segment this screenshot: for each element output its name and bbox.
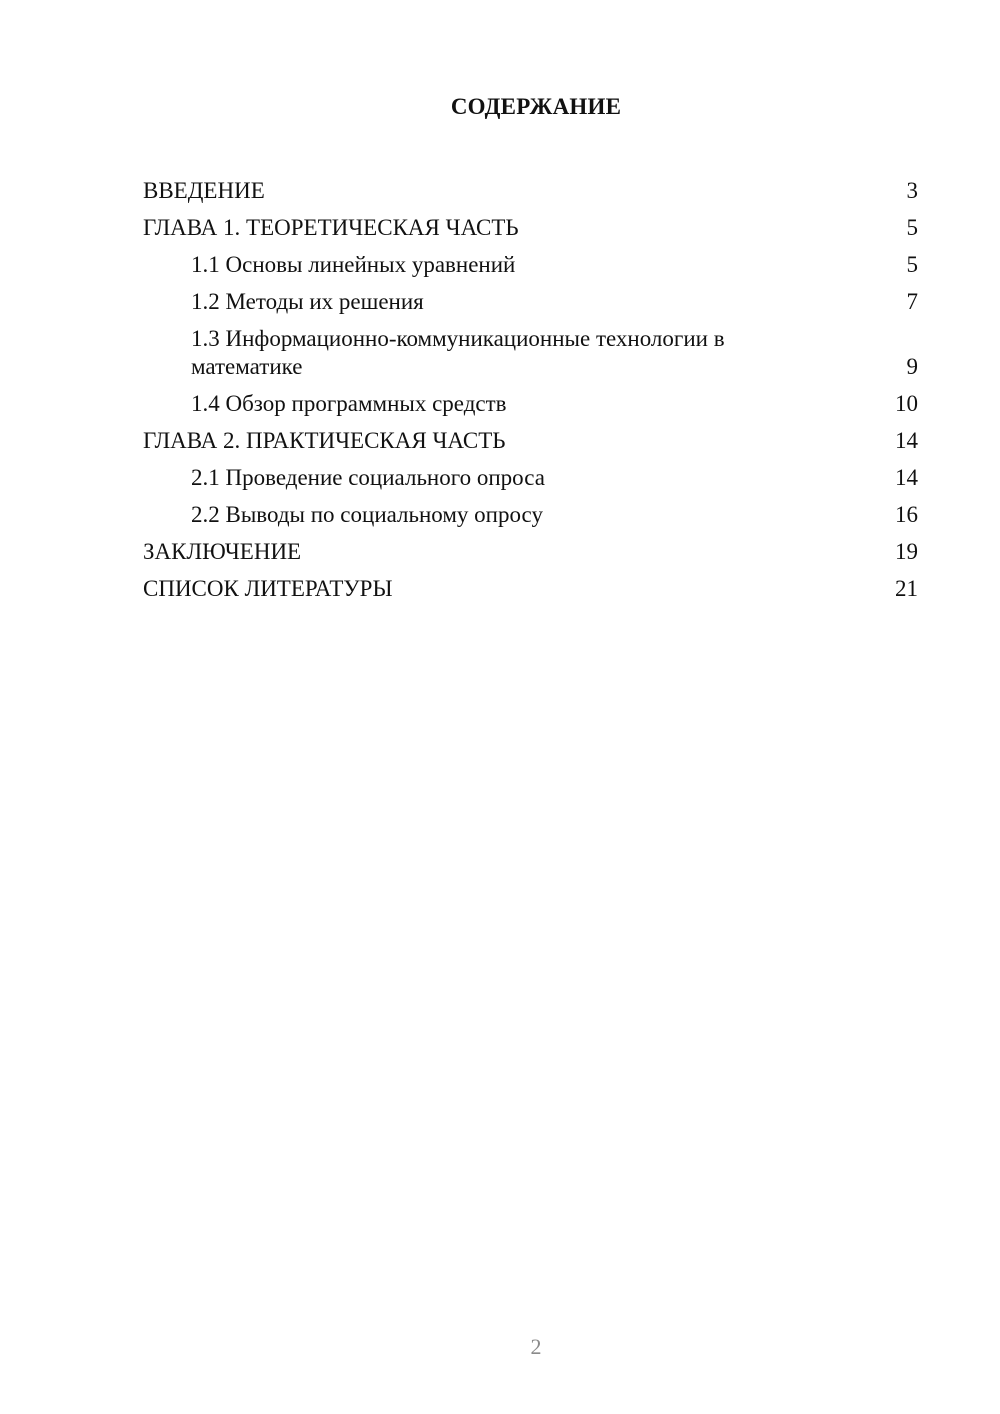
toc-entry-page: 5 <box>906 215 918 240</box>
page-number: 2 <box>530 1334 542 1359</box>
toc-entry-label: 1.1 Основы линейных уравнений <box>191 252 516 277</box>
page-title: СОДЕРЖАНИЕ <box>450 94 622 119</box>
table-of-contents <box>143 168 918 603</box>
toc-entry-section-1-3[interactable] <box>143 316 918 381</box>
toc-entry-chapter-1[interactable] <box>143 205 918 242</box>
toc-entry-introduction[interactable] <box>143 168 918 205</box>
toc-entry-page: 7 <box>906 289 918 314</box>
toc-entry-label: 1.2 Методы их решения <box>191 289 424 314</box>
toc-entry-label: ГЛАВА 1. ТЕОРЕТИЧЕСКАЯ ЧАСТЬ <box>143 215 519 240</box>
toc-entry-label: 1.4 Обзор программных средств <box>191 391 507 416</box>
toc-entry-section-1-2[interactable] <box>143 279 918 316</box>
toc-entry-page: 14 <box>895 428 918 453</box>
toc-entry-page: 5 <box>906 252 918 277</box>
toc-entry-label: 1.3 Информационно-коммуникационные технологии в математике <box>191 326 725 379</box>
toc-entry-page: 16 <box>895 502 918 527</box>
toc-entry-chapter-2[interactable] <box>143 418 918 455</box>
toc-entry-label: 2.1 Проведение социального опроса <box>191 465 545 490</box>
toc-entry-page: 19 <box>895 539 918 564</box>
toc-entry-conclusion[interactable] <box>143 529 918 566</box>
toc-entry-label: 2.2 Выводы по социальному опросу <box>191 502 543 527</box>
toc-entry-page: 21 <box>895 576 918 601</box>
toc-entry-section-1-1[interactable] <box>143 242 918 279</box>
toc-entry-section-1-4[interactable] <box>143 381 918 418</box>
toc-entry-section-2-2[interactable] <box>143 492 918 529</box>
toc-entry-page: 3 <box>906 178 918 203</box>
toc-entry-label: ГЛАВА 2. ПРАКТИЧЕСКАЯ ЧАСТЬ <box>143 428 506 453</box>
toc-entry-section-2-1[interactable] <box>143 455 918 492</box>
toc-entry-page: 14 <box>895 465 918 490</box>
toc-entry-label: ЗАКЛЮЧЕНИЕ <box>143 539 302 564</box>
toc-entry-label: ВВЕДЕНИЕ <box>143 178 265 203</box>
toc-entry-page: 10 <box>895 391 918 416</box>
toc-entry-label: СПИСОК ЛИТЕРАТУРЫ <box>143 576 393 601</box>
toc-entry-references[interactable] <box>143 566 918 603</box>
toc-entry-page: 9 <box>906 354 918 379</box>
